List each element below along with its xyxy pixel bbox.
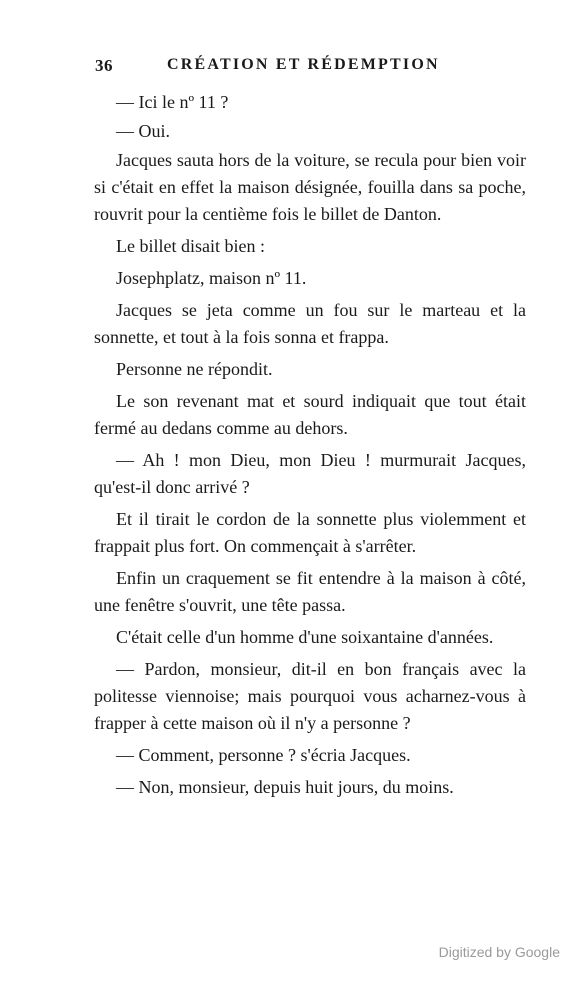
paragraph: Jacques sauta hors de la voiture, se recula pour bien voir si c'était en effet la maison désignée, fouilla dans sa poche, rouvrit pour la centième fois le billet de Danton.	[94, 150, 526, 224]
paragraph: — Pardon, monsieur, dit-il en bon français avec la politesse viennoise; mais pourquoi vous acharnez-vous à frapper à cette maison où il n'y a personne ?	[94, 659, 526, 733]
paragraph: Personne ne répondit.	[116, 359, 273, 379]
body-text	[94, 89, 526, 806]
paragraph: — Ah ! mon Dieu, mon Dieu ! murmurait Jacques, qu'est-il donc arrivé ?	[94, 450, 526, 497]
paragraph: Josephplatz, maison nº 11.	[116, 268, 307, 288]
paragraph: — Non, monsieur, depuis huit jours, du moins.	[116, 777, 454, 797]
running-title: CRÉATION ET RÉDEMPTION	[167, 56, 440, 73]
digitized-by-watermark: Digitized by Google	[438, 944, 560, 960]
paragraph: Le son revenant mat et sourd indiquait que tout était fermé au dedans comme au dehors.	[94, 391, 526, 438]
paragraph: Le billet disait bien :	[116, 236, 265, 256]
paragraph: Enfin un craquement se fit entendre à la maison à côté, une fenêtre s'ouvrit, une tête passa.	[94, 568, 526, 615]
paragraph: Jacques se jeta comme un fou sur le marteau et la sonnette, et tout à la fois sonna et frappa.	[94, 300, 526, 347]
paragraph: — Oui.	[116, 121, 170, 141]
paragraph: — Ici le nº 11 ?	[116, 92, 229, 112]
page-number: 36	[95, 56, 113, 75]
paragraph: — Comment, personne ? s'écria Jacques.	[116, 745, 411, 765]
page-header	[95, 56, 525, 82]
paragraph: C'était celle d'un homme d'une soixantaine d'années.	[116, 627, 494, 647]
paragraph: Et il tirait le cordon de la sonnette plus violemment et frappait plus fort. On commençait à s'arrêter.	[94, 509, 526, 556]
